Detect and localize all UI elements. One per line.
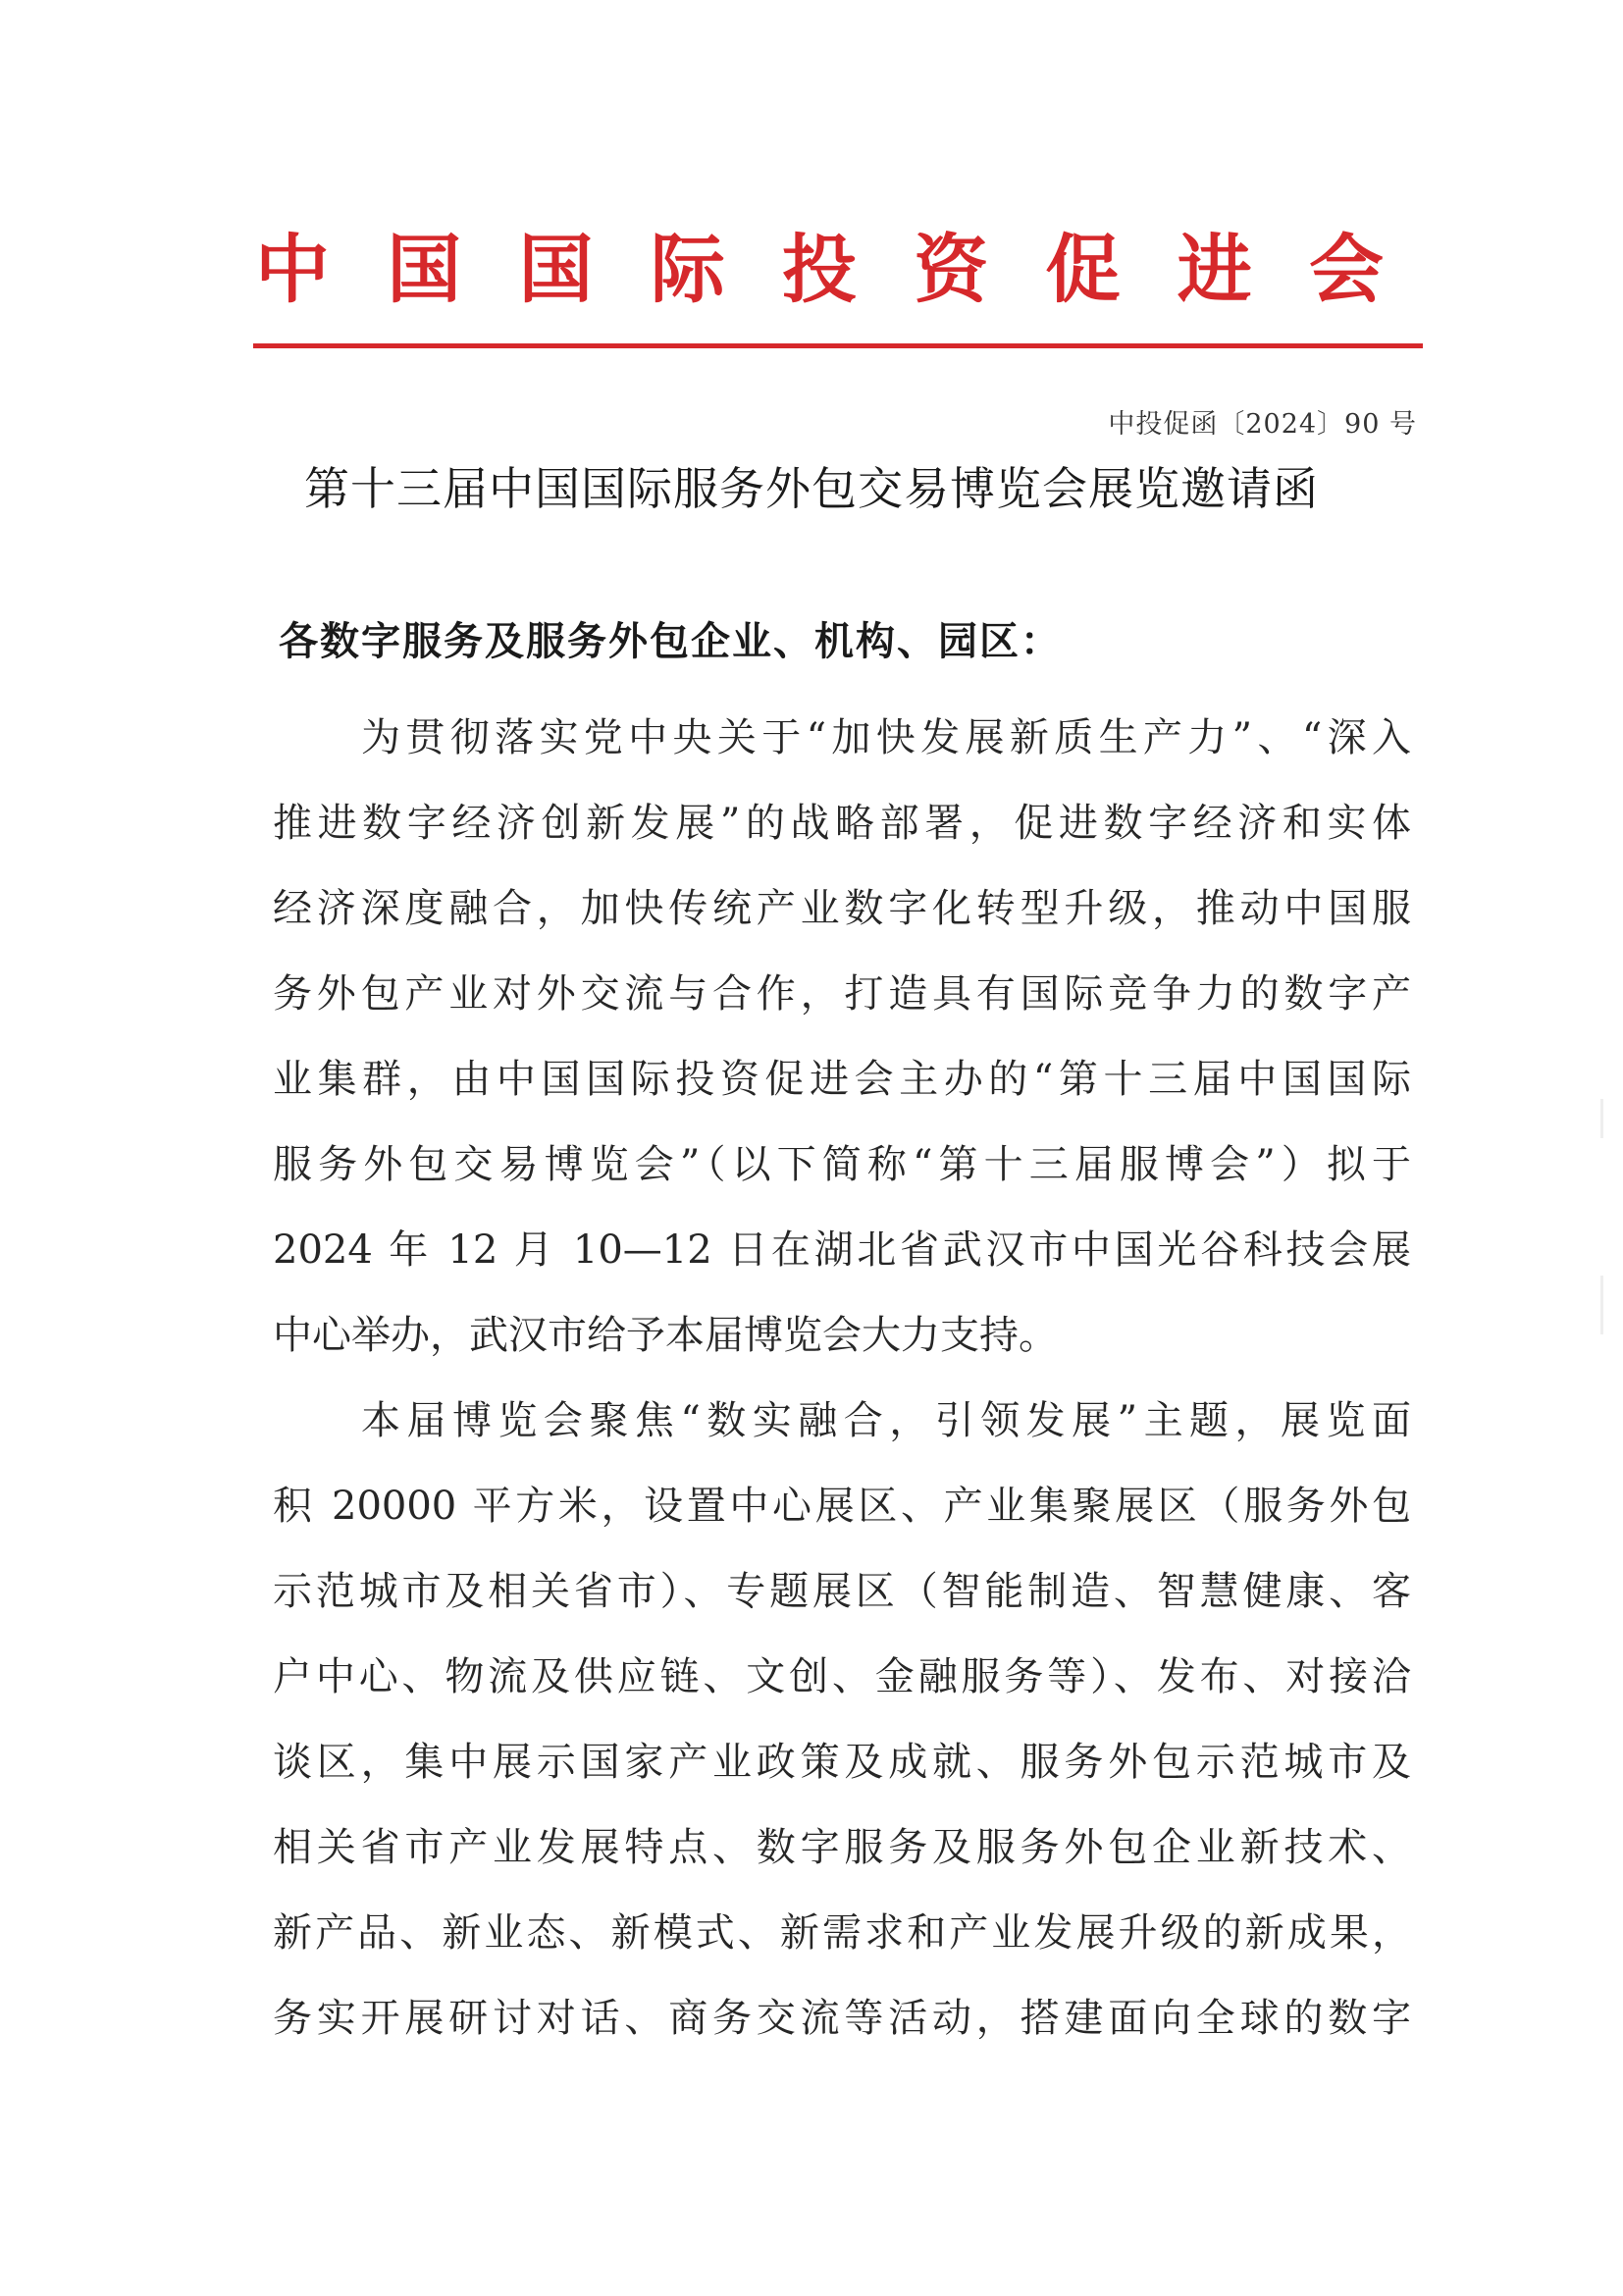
letterhead-divider xyxy=(253,343,1423,348)
scan-artifact xyxy=(1600,1099,1603,1138)
letterhead-char: 国 xyxy=(387,226,462,313)
paragraph-2-line: 户中心、物流及供应链、文创、金融服务等）、发布、对接洽 xyxy=(273,1654,1411,1699)
paragraph-2-line: 新产品、新业态、新模式、新需求和产业发展升级的新成果， xyxy=(273,1910,1411,1956)
letterhead-char: 进 xyxy=(1177,226,1252,313)
scan-artifact xyxy=(1600,1276,1603,1334)
letterhead-char: 资 xyxy=(914,226,989,313)
paragraph-1-line: 为贯彻落实党中央关于“加快发展新质生产力”、“深入 xyxy=(361,715,1411,760)
paragraph-1-line: 服务外包交易博览会”（以下简称“第十三届服博会”）拟于 xyxy=(273,1142,1411,1187)
letterhead-char: 际 xyxy=(650,226,725,313)
paragraph-1-line: 务外包产业对外交流与合作，打造具有国际竞争力的数字产 xyxy=(273,971,1411,1017)
paragraph-1-line: 2024 年 12 月 10—12 日在湖北省武汉市中国光谷科技会展 xyxy=(273,1227,1411,1273)
letterhead-char: 中 xyxy=(255,226,330,313)
letterhead-char: 国 xyxy=(518,226,594,313)
letterhead-char: 投 xyxy=(782,226,857,313)
document-number: 中投促函〔2024〕90 号 xyxy=(1108,409,1417,440)
paragraph-2-line: 相关省市产业发展特点、数字服务及服务外包企业新技术、 xyxy=(273,1825,1411,1870)
paragraph-1-line: 中心举办，武汉市给予本届博览会大力支持。 xyxy=(273,1313,1058,1358)
paragraph-2-line: 本届博览会聚焦“数实融合，引领发展”主题，展览面 xyxy=(361,1398,1411,1443)
document-title: 第十三届中国国际服务外包交易博览会展览邀请函 xyxy=(304,462,1319,515)
paragraph-1-line: 经济深度融合，加快传统产业数字化转型升级，推动中国服 xyxy=(273,886,1411,931)
paragraph-2-line: 积 20000 平方米，设置中心展区、产业集聚展区（服务外包 xyxy=(273,1484,1411,1529)
paragraph-2-line: 谈区，集中展示国家产业政策及成就、服务外包示范城市及 xyxy=(273,1740,1411,1785)
paragraph-1-line: 业集群，由中国国际投资促进会主办的“第十三届中国国际 xyxy=(273,1057,1411,1102)
paragraph-2-line: 务实开展研讨对话、商务交流等活动，搭建面向全球的数字 xyxy=(273,1996,1411,2041)
salutation: 各数字服务及服务外包企业、机构、园区： xyxy=(279,619,1062,664)
letterhead-char: 会 xyxy=(1309,226,1384,313)
paragraph-2-line: 示范城市及相关省市）、专题展区（智能制造、智慧健康、客 xyxy=(273,1569,1411,1614)
letterhead-org-name xyxy=(255,221,1384,319)
letterhead-char: 促 xyxy=(1045,226,1121,313)
paragraph-1-line: 推进数字经济创新发展”的战略部署，促进数字经济和实体 xyxy=(273,801,1411,846)
